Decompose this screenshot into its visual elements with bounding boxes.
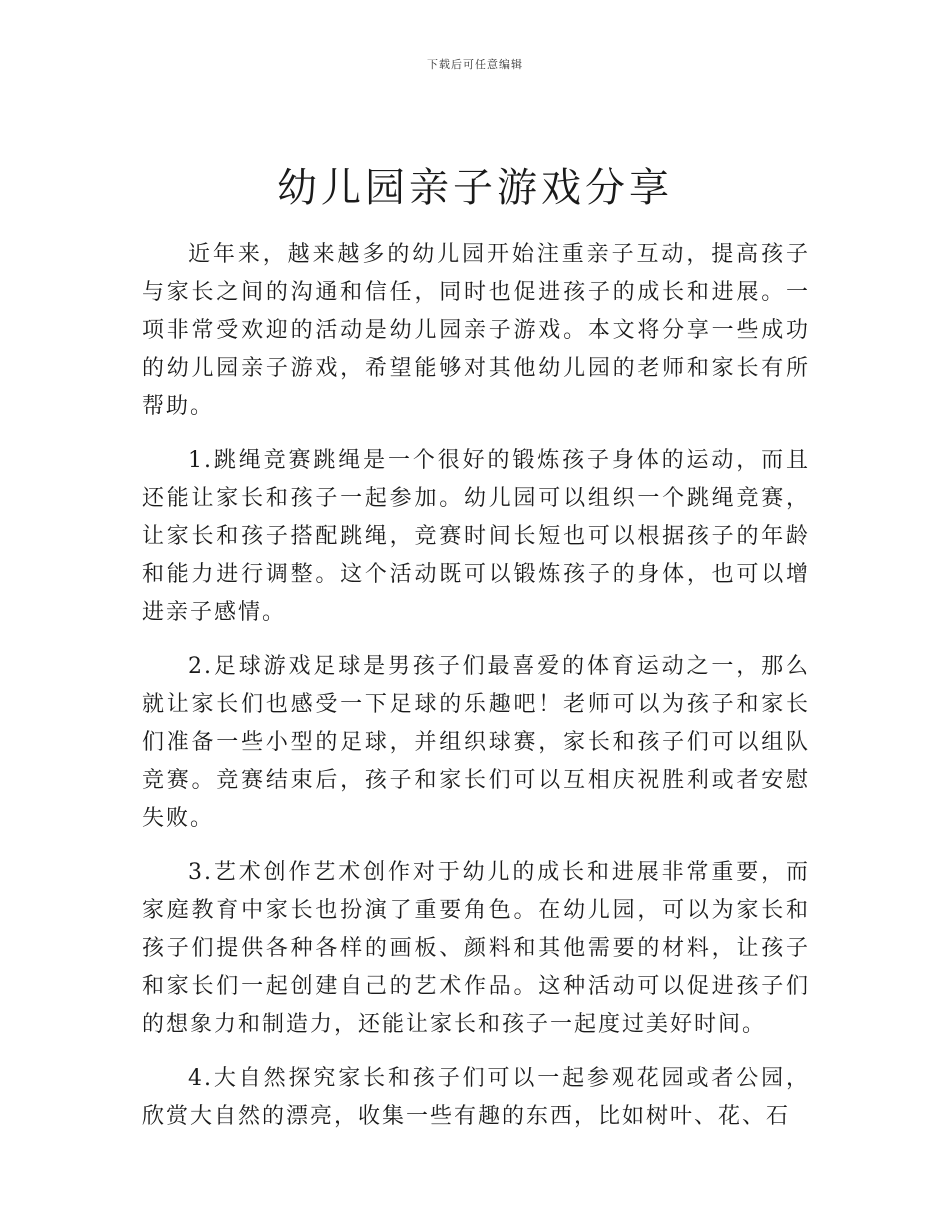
paragraph-jump-rope: 1.跳绳竞赛跳绳是一个很好的锻炼孩子身体的运动，而且还能让家长和孩子一起参加。幼儿园可以组织一个跳绳竞赛，让家长和孩子搭配跳绳，竞赛时间长短也可以根据孩子的年龄和能力进行调整。这个活动既可以锻炼孩子的身体，也可以增进亲子感情。 bbox=[142, 448, 810, 625]
paragraph-nature: 4.大自然探究家长和孩子们可以一起参观花园或者公园，欣赏大自然的漂亮，收集一些有趣的东西，比如树叶、花、石 bbox=[142, 1066, 810, 1129]
intro-paragraph: 近年来，越来越多的幼儿园开始注重亲子互动，提高孩子与家长之间的沟通和信任，同时也促进孩子的成长和进展。一项非常受欢迎的活动是幼儿园亲子游戏。本文将分享一些成功的幼儿园亲子游戏，希望能够对其他幼儿园的老师和家长有所帮助。 bbox=[142, 242, 810, 419]
page-header-note: 下载后可任意编辑 bbox=[427, 58, 523, 71]
paragraph-football: 2.足球游戏足球是男孩子们最喜爱的体育运动之一，那么就让家长们也感受一下足球的乐趣吧！老师可以为孩子和家长们准备一些小型的足球，并组织球赛，家长和孩子们可以组队竞赛。竞赛结束后，孩子和家长们可以互相庆祝胜利或者安慰失败。 bbox=[142, 654, 810, 831]
document-title: 幼儿园亲子游戏分享 bbox=[277, 165, 673, 211]
document-body bbox=[142, 236, 810, 1152]
paragraph-art: 3.艺术创作艺术创作对于幼儿的成长和进展非常重要，而家庭教育中家长也扮演了重要角色。在幼儿园，可以为家长和孩子们提供各种各样的画板、颜料和其他需要的材料，让孩子和家长们一起创建自己的艺术作品。这种活动可以促进孩子们的想象力和制造力，还能让家长和孩子一起度过美好时间。 bbox=[142, 860, 810, 1037]
